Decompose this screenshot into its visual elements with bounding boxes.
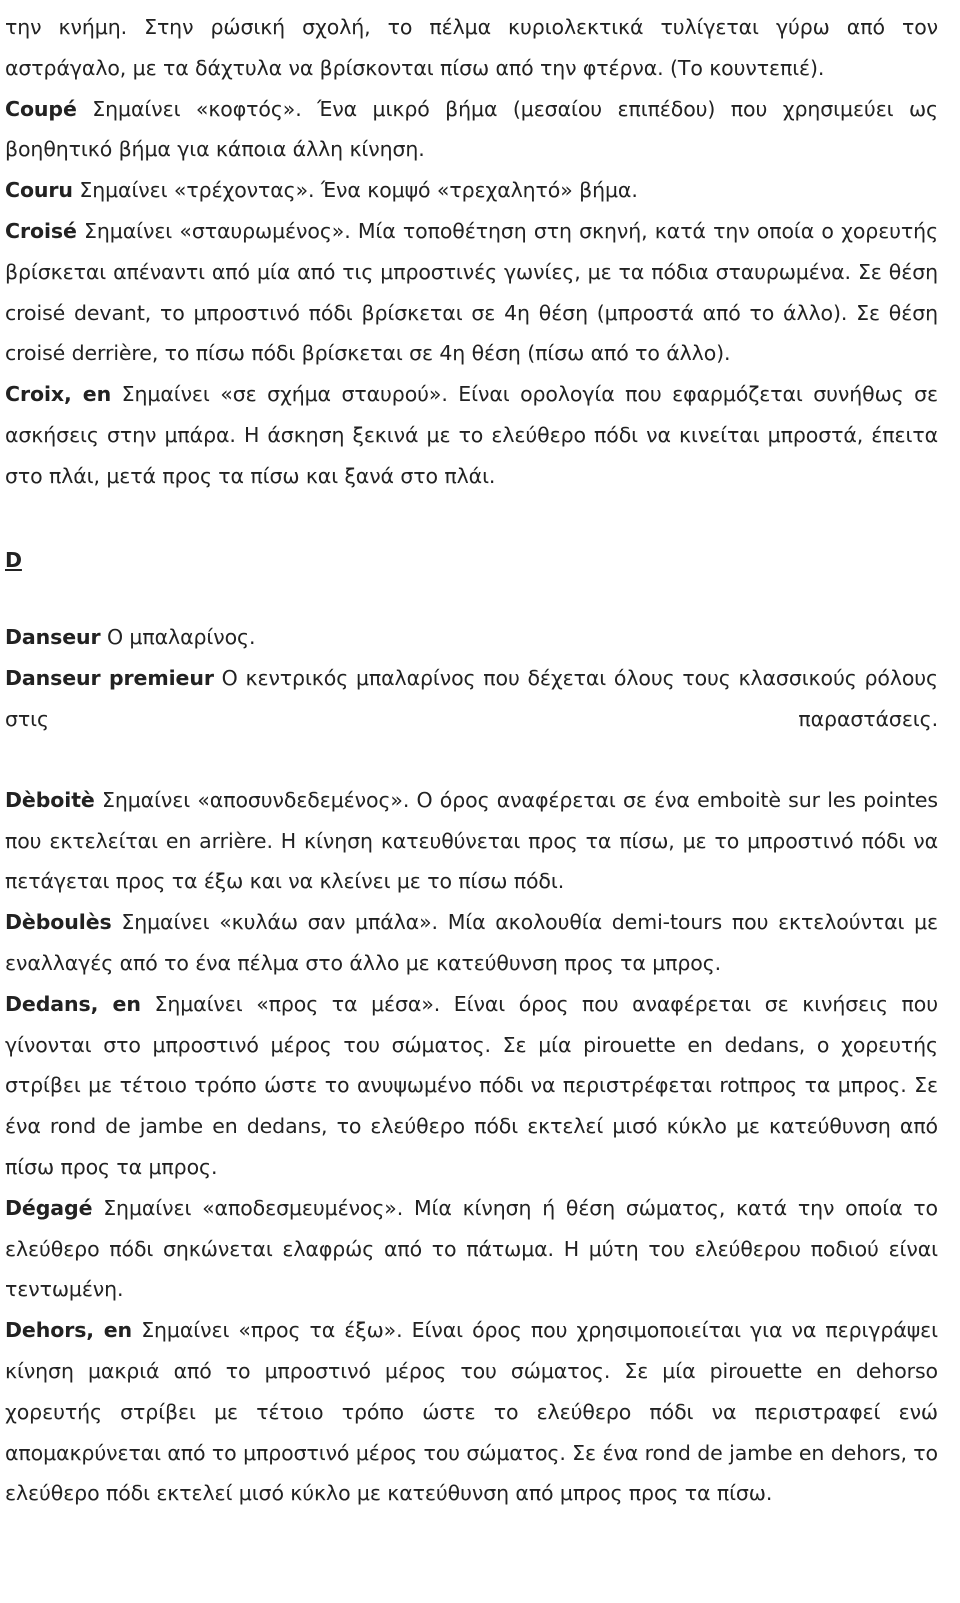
section-letter-heading: D: [5, 547, 22, 572]
entry-text: την κνήμη. Στην ρώσική σχολή, το πέλμα κυριολεκτικά τυλίγεται γύρω από τον αστράγαλο, με τα δάχτυλα να βρίσκονται πίσω από την φτέρνα. (Το κουντεπιέ).: [5, 15, 938, 80]
entry-text: Ο μπαλαρίνος.: [106, 625, 256, 650]
glossary-entry-dedans: [5, 984, 938, 1188]
entry-text: Σημαίνει «σταυρωμένος». Μία τοποθέτηση στη σκηνή, κατά την οποία ο χορευτής βρίσκεται απέναντι από μία από τις μπροστινές γωνίες, με τα πόδια σταυρωμένα. Σε θέση croisé devant, το μπροστινό πόδι βρίσκεται σε 4η θέση (μπροστά από το άλλο). Σε θέση croisé derrière, το πίσω πόδι βρίσκεται σε 4η θέση (πίσω από το άλλο).: [5, 218, 939, 366]
entry-term: Dedans, en: [5, 991, 141, 1016]
glossary-entry-croix: [5, 374, 938, 496]
entry-term: Croix, en: [5, 382, 112, 407]
entry-term: Dèboitè: [5, 787, 95, 812]
entry-term: Coupé: [5, 96, 77, 121]
glossary-entry-croise: [5, 211, 938, 374]
entry-text: Σημαίνει «προς τα έξω». Είναι όρος που χρησιμοποιείται για να περιγράψει κίνηση μακριά από το μπροστινό μέρος του σώματος. Σε μία pirouette en dehorso χορευτής στρίβει με τέτοιο τρόπο ώστε το ελεύθερο πόδι να περιστραφεί ενώ απομακρύνεται από το μπροστινό μέρος του σώματος. Σε ένα rond de jambe en dehors, το ελεύθερο πόδι εκτελεί μισό κύκλο με κατεύθυνση από μπρος προς τα πίσω.: [5, 1318, 938, 1506]
entry-text: Σημαίνει «αποδεσμευμένος». Μία κίνηση ή θέση σώματος, κατά την οποία το ελεύθερο πόδι σηκώνεται ελαφρώς από το πάτωμα. Η μύτη του ελεύθερου ποδιού είναι τεντωμένη.: [5, 1195, 938, 1302]
glossary-entry-dehors: [5, 1310, 938, 1514]
entry-text: Σημαίνει «τρέχοντας». Ένα κομψό «τρεχαλητό» βήμα.: [79, 178, 638, 203]
glossary-entry-continued: [5, 7, 938, 89]
entry-term: Danseur premieur: [5, 666, 214, 691]
glossary-entry-degage: [5, 1188, 938, 1310]
entry-term: Croisé: [5, 218, 77, 243]
entry-term: Couru: [5, 178, 73, 203]
entry-text: Σημαίνει «αποσυνδεδεμένος». Ο όρος αναφέρεται σε ένα emboitè sur les pointes που εκτελείται en arrière. Η κίνηση κατευθύνεται προς τα πίσω, με το μπροστινό πόδι να πετάγεται προς τα έξω και να κλείνει με το πίσω πόδι.: [5, 787, 939, 894]
entry-text: Σημαίνει «κοφτός». Ένα μικρό βήμα (μεσαίου επιπέδου) που χρησιμεύει ως βοηθητικό βήμα για κάποια άλλη κίνηση.: [5, 96, 938, 162]
entry-term: Dèboulès: [5, 910, 112, 935]
entry-text: Ο κεντρικός μπαλαρίνος που δέχεται όλους τους κλασσικούς ρόλους στις παραστάσεις.: [5, 666, 938, 731]
entry-text: Σημαίνει «σε σχήμα σταυρού». Είναι ορολογία που εφαρμόζεται συνήθως σε ασκήσεις στην μπάρα. Η άσκηση ξεκινά με το ελεύθερο πόδι να κινείται μπροστά, έπειτα στο πλάι, μετά προς τα πίσω και ξανά στο πλάι.: [5, 382, 938, 488]
glossary-entry-couru: [5, 170, 938, 211]
entry-term: Dégagé: [5, 1195, 93, 1220]
glossary-entry-coupe: [5, 89, 938, 171]
glossary-entry-deboite: [5, 780, 938, 902]
glossary-page: [5, 0, 938, 1514]
entry-text: Σημαίνει «προς τα μέσα». Είναι όρος που αναφέρεται σε κινήσεις που γίνονται στο μπροστινό μέρος του σώματος. Σε μία pirouette en dedans, ο χορευτής στρίβει με τέτοιο τρόπο ώστε το ανυψωμένο πόδι να περιστρέφεται rotπρος τα μπρος. Σε ένα rond de jambe en dedans, το ελεύθερο πόδι εκτελεί μισό κύκλο με κατεύθυνση από πίσω προς τα μπρος.: [5, 991, 938, 1179]
entry-text: Σημαίνει «κυλάω σαν μπάλα». Μία ακολουθία demi-tours που εκτελούνται με εναλλαγές από το ένα πέλμα στο άλλο με κατεύθυνση προς τα μπρος.: [5, 910, 938, 975]
glossary-entry-danseur-premieur: [5, 658, 938, 740]
entry-term: Dehors, en: [5, 1318, 133, 1343]
entry-term: Danseur: [5, 625, 101, 650]
glossary-entry-deboules: [5, 902, 938, 984]
glossary-entry-danseur: [5, 617, 938, 658]
